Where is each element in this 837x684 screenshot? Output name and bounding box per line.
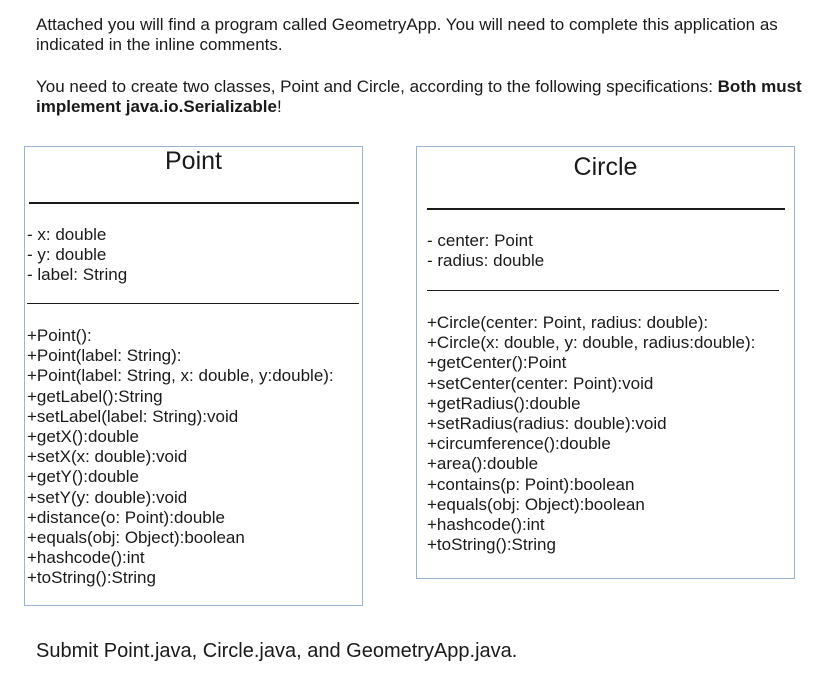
- circle-operation: +area():double: [427, 454, 539, 474]
- point-operation: +hashcode():int: [27, 548, 145, 568]
- point-attributes-divider: [27, 303, 359, 304]
- point-operation: +Point():: [27, 326, 92, 345]
- point-operation: +toString():String: [27, 568, 156, 588]
- point-operation: +setX(x: double):void: [27, 447, 188, 467]
- requirements-paragraph: [36, 77, 816, 117]
- circle-operation: +setCenter(center: Point):void: [427, 373, 654, 393]
- point-attribute: - x: double: [27, 225, 107, 244]
- point-operations-list: [27, 326, 334, 589]
- point-title-divider: [29, 202, 359, 204]
- point-class-diagram: [24, 146, 363, 606]
- circle-operation: +Circle(x: double, y: double, radius:double):: [427, 333, 756, 353]
- circle-attribute: - radius: double: [427, 251, 545, 271]
- point-operation: +Point(label: String, x: double, y:double):: [27, 366, 334, 386]
- circle-operation: +getRadius():double: [427, 393, 581, 413]
- point-operation: +Point(label: String):: [27, 346, 182, 366]
- circle-operation: +getCenter():Point: [427, 353, 567, 373]
- point-operation: +getX():double: [27, 427, 139, 447]
- circle-operation: +equals(obj: Object):boolean: [427, 494, 645, 514]
- requirements-exclamation: !: [276, 97, 282, 116]
- circle-class-title: Circle: [573, 153, 638, 181]
- circle-operation: +setRadius(radius: double):void: [427, 414, 667, 434]
- intro-paragraph: Attached you will find a program called GeometryApp. You will need to complete this application as indicated in the inline comments.: [36, 15, 778, 54]
- point-operation: +setY(y: double):void: [27, 487, 188, 507]
- circle-operations-list: [427, 313, 755, 555]
- circle-operation: +hashcode():int: [427, 515, 545, 535]
- circle-operation: +Circle(center: Point, radius: double):: [427, 313, 709, 332]
- point-operation: +equals(obj: Object):boolean: [27, 528, 245, 548]
- point-operation: +getLabel():String: [27, 386, 163, 406]
- submit-instructions: Submit Point.java, Circle.java, and GeometryApp.java.: [36, 640, 518, 662]
- circle-title-divider: [427, 208, 785, 210]
- point-operation: +distance(o: Point):double: [27, 507, 225, 527]
- requirements-text: You need to create two classes, Point and Circle, according to the following specifications:: [36, 77, 718, 96]
- point-attribute: - label: String: [27, 265, 128, 285]
- point-class-title: Point: [165, 147, 222, 175]
- circle-class-diagram: [416, 146, 795, 579]
- circle-attributes-list: [427, 231, 544, 271]
- circle-operation: +contains(p: Point):boolean: [427, 474, 635, 494]
- circle-operation: +toString():String: [427, 535, 556, 555]
- point-attributes-list: [27, 225, 127, 286]
- point-operation: +getY():double: [27, 467, 139, 487]
- serializable-requirement: Both must implement java.io.Serializable: [36, 77, 802, 116]
- circle-operation: +circumference():double: [427, 434, 611, 454]
- point-attribute: - y: double: [27, 245, 107, 265]
- circle-attributes-divider: [427, 290, 779, 291]
- circle-attribute: - center: Point: [427, 231, 533, 250]
- point-operation: +setLabel(label: String):void: [27, 406, 239, 426]
